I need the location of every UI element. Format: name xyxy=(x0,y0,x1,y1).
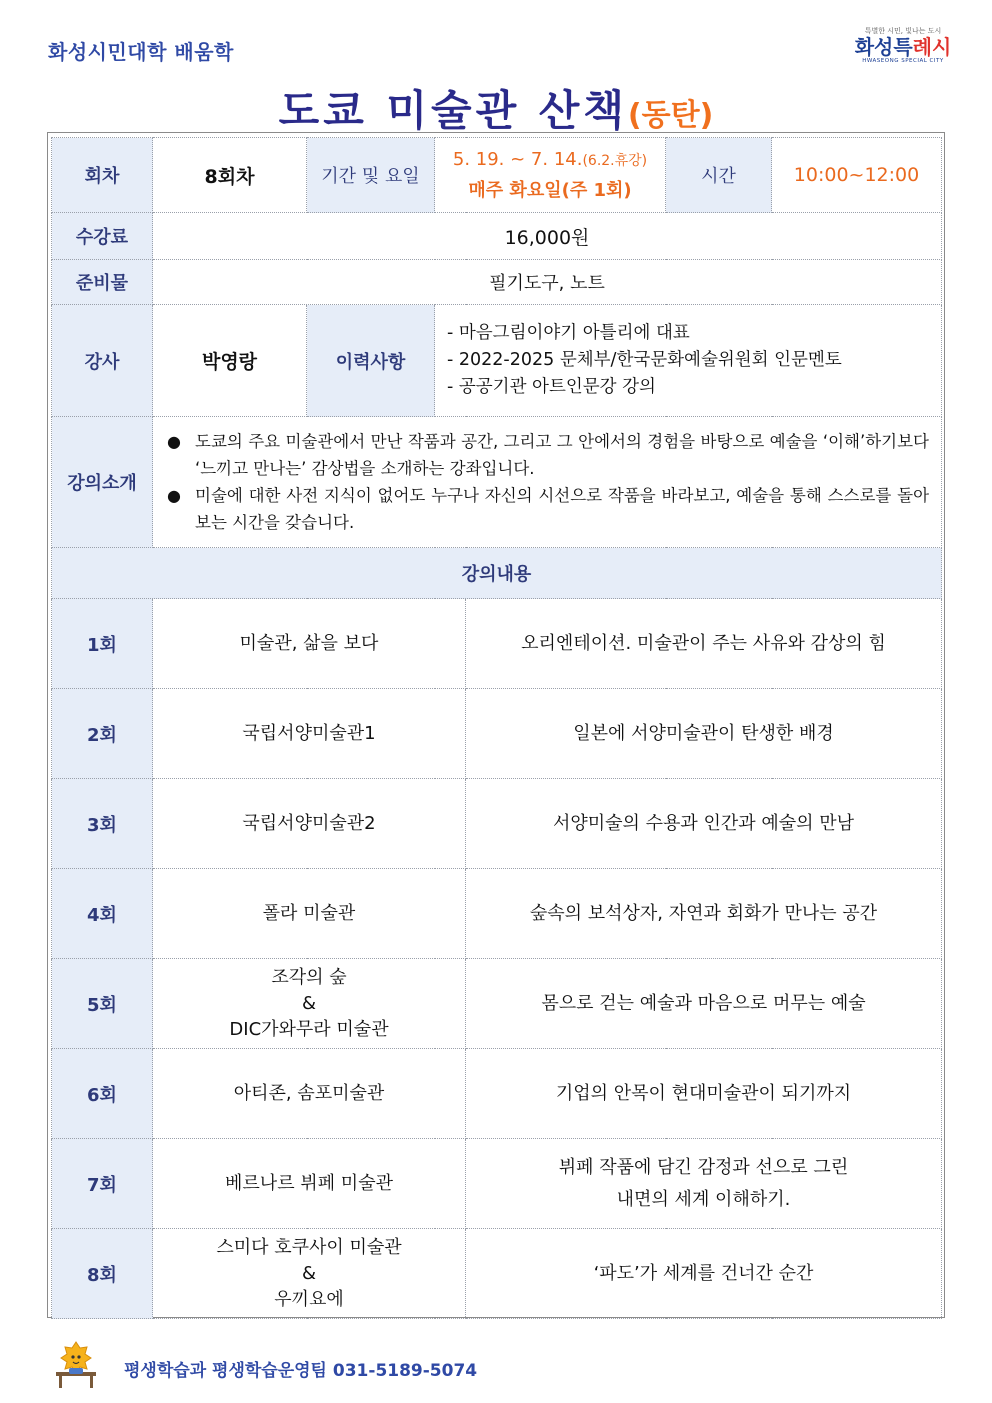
session-title-line: 국립서양미술관1 xyxy=(242,722,376,744)
footer-contact: 평생학습과 평생학습운영팀 031-5189-5074 xyxy=(124,1361,478,1381)
session-description-line: 몸으로 걷는 예술과 마음으로 머무는 예술 xyxy=(541,992,866,1014)
session-description xyxy=(466,689,942,779)
round-label: 회차 xyxy=(52,138,153,213)
organization-name: 화성시민대학 배움학 xyxy=(48,40,234,64)
session-description xyxy=(466,779,942,869)
session-description-line: 내면의 세계 이해하기. xyxy=(616,1188,791,1210)
time-label: 시간 xyxy=(666,138,772,213)
session-description-line: 기업의 안목이 현대미술관이 되기까지 xyxy=(555,1082,852,1104)
session-title xyxy=(153,779,466,869)
intro-text: 미술에 대한 사전 지식이 없어도 누구나 자신의 시선으로 작품을 바라보고, 예술을 통해 스스로를 돌아보는 시간을 갖습니다. xyxy=(195,486,930,532)
session-number: 8회 xyxy=(52,1229,153,1319)
session-number: 2회 xyxy=(52,689,153,779)
instructor-name: 박영랑 xyxy=(153,305,307,417)
bullet-icon: ● xyxy=(167,432,181,451)
session-title-line: 폴라 미술관 xyxy=(262,902,356,924)
period-value xyxy=(435,138,666,213)
title-location: (동탄) xyxy=(627,98,714,133)
session-row xyxy=(52,1049,942,1139)
career-item: - 2022-2025 문체부/한국문화예술위원회 인문멘토 xyxy=(447,350,842,370)
round-value: 8회차 xyxy=(153,138,307,213)
session-number: 7회 xyxy=(52,1139,153,1229)
intro-text: 도쿄의 주요 미술관에서 만난 작품과 공간, 그리고 그 안에서의 경험을 바탕으로 예술을 ‘이해’하기보다 ‘느끼고 만나는’ 감상법을 소개하는 강좌입니다. xyxy=(195,432,930,478)
session-row xyxy=(52,959,942,1049)
logo-tagline: 특별한 시민, 빛나는 도시 xyxy=(864,27,942,35)
session-description xyxy=(466,599,942,689)
session-title-line: & xyxy=(301,1262,317,1284)
session-number: 6회 xyxy=(52,1049,153,1139)
session-number: 4회 xyxy=(52,869,153,959)
course-intro xyxy=(153,417,942,548)
session-description xyxy=(466,1229,942,1319)
title-main: 도쿄 미술관 산책 xyxy=(278,86,628,135)
materials-value: 필기도구, 노트 xyxy=(153,260,942,305)
session-number: 1회 xyxy=(52,599,153,689)
logo-wordmark: 화성특례시 xyxy=(854,35,952,59)
session-title xyxy=(153,1139,466,1229)
session-title xyxy=(153,1049,466,1139)
session-description-line: 숲속의 보석상자, 자연과 회화가 만나는 공간 xyxy=(529,902,878,924)
city-logo xyxy=(848,26,958,66)
session-title-line: 우끼요에 xyxy=(274,1288,344,1310)
mascot-icon xyxy=(52,1338,104,1390)
bullet-icon: ● xyxy=(167,486,181,505)
intro-label: 강의소개 xyxy=(52,417,153,548)
session-title-line: 국립서양미술관2 xyxy=(242,812,376,834)
period-note: (6.2.휴강) xyxy=(582,153,648,169)
career-item: - 마음그림이야기 아틀리에 대표 xyxy=(447,323,690,343)
career-label: 이력사항 xyxy=(307,305,435,417)
intro-paragraph xyxy=(167,482,929,536)
career-list xyxy=(435,305,942,417)
session-number: 5회 xyxy=(52,959,153,1049)
footer xyxy=(52,1338,652,1390)
period-label: 기간 및 요일 xyxy=(307,138,435,213)
session-description xyxy=(466,1049,942,1139)
session-description-line: 뷔페 작품에 담긴 감정과 선으로 그린 xyxy=(558,1156,849,1178)
session-title xyxy=(153,1229,466,1319)
session-title-line: & xyxy=(301,992,317,1014)
logo-subtitle: HWASEONG SPECIAL CITY xyxy=(862,58,944,64)
content-header: 강의내용 xyxy=(52,548,942,599)
session-title xyxy=(153,959,466,1049)
fee-label: 수강료 xyxy=(52,213,153,260)
instructor-label: 강사 xyxy=(52,305,153,417)
session-title-line: 베르나르 뷔페 미술관 xyxy=(225,1172,393,1194)
session-title xyxy=(153,689,466,779)
fee-value: 16,000원 xyxy=(153,213,942,260)
period-days: 매주 화요일(주 1회) xyxy=(468,180,632,201)
period-dates: 5. 19. ~ 7. 14. xyxy=(452,149,583,170)
course-table xyxy=(51,137,942,1319)
session-title-line: 스미다 호쿠사이 미술관 xyxy=(216,1236,402,1258)
page-title xyxy=(0,78,992,138)
intro-paragraph xyxy=(167,428,929,482)
session-row xyxy=(52,869,942,959)
session-title-line: 미술관, 삶을 보다 xyxy=(239,632,379,654)
session-title-line: 아티존, 솜포미술관 xyxy=(233,1082,385,1104)
session-number: 3회 xyxy=(52,779,153,869)
session-row xyxy=(52,599,942,689)
session-row xyxy=(52,1139,942,1229)
session-title xyxy=(153,599,466,689)
session-title-line: 조각의 숲 xyxy=(271,966,347,988)
session-description-line: 오리엔테이션. 미술관이 주는 사유와 감상의 힘 xyxy=(521,632,886,654)
session-list xyxy=(52,599,942,1319)
session-description xyxy=(466,869,942,959)
career-item: - 공공기관 아트인문강 강의 xyxy=(447,377,656,397)
session-title xyxy=(153,869,466,959)
session-description xyxy=(466,1139,942,1229)
session-row xyxy=(52,689,942,779)
session-title-line: DIC가와무라 미술관 xyxy=(229,1018,389,1040)
session-description xyxy=(466,959,942,1049)
time-value: 10:00~12:00 xyxy=(772,138,942,213)
materials-label: 준비물 xyxy=(52,260,153,305)
session-row xyxy=(52,779,942,869)
session-row xyxy=(52,1229,942,1319)
session-description-line: 서양미술의 수용과 인간과 예술의 만남 xyxy=(552,812,855,834)
session-description-line: 일본에 서양미술관이 탄생한 배경 xyxy=(573,722,834,744)
session-description-line: ‘파도’가 세계를 건너간 순간 xyxy=(593,1262,814,1284)
